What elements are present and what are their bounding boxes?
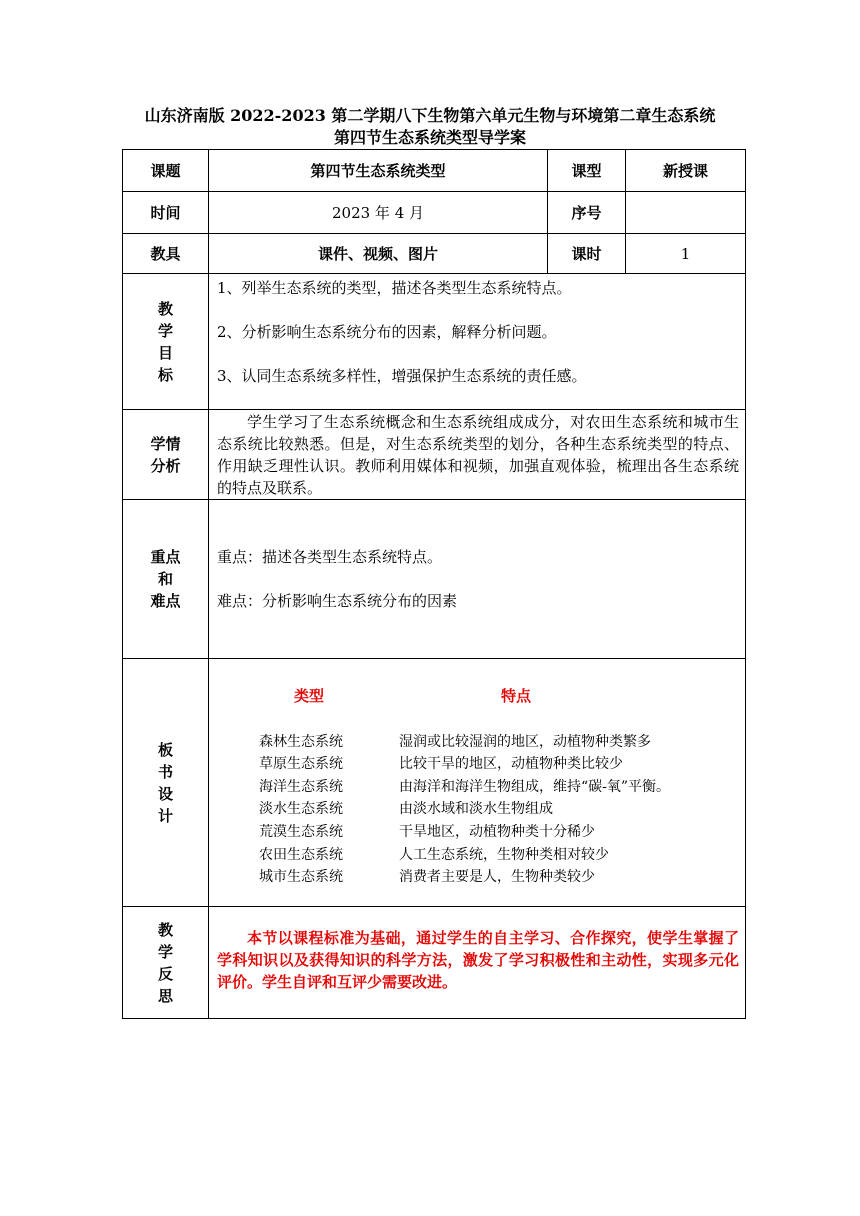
goal-item: 1、列举生态系统的类型，描述各类型生态系统特点。	[217, 279, 572, 297]
goal-item: 2、分析影响生态系统分布的因素，解释分析问题。	[217, 323, 557, 341]
document-title: 山东济南版 2022-2023 第二学期八下生物第六单元生物与环境第二章生态系统	[144, 106, 716, 125]
lesson-plan-table	[122, 149, 746, 1019]
time-label: 时间	[123, 192, 209, 234]
row-goals	[123, 274, 746, 410]
analysis-text: 学生学习了生态系统概念和生态系统组成成分，对农田生态系统和城市生态系统比较熟悉。但是，对生态系统类型的划分，各种生态系统类型的特点、作用缺乏理性认识。教师利用媒体和视频，加强直观体验，梳理出各生态系统的特点及联系。	[217, 412, 739, 497]
difficult-point: 难点：分析影响生态系统分布的因素	[217, 592, 458, 610]
topic-label: 课题	[123, 150, 209, 192]
row-reflection	[123, 907, 746, 1019]
analysis-content	[209, 410, 746, 500]
hours-label: 课时	[548, 234, 626, 274]
reflection-label: 教 学 反 思	[123, 907, 209, 1019]
board-content	[209, 659, 746, 907]
reflection-text: 本节以课程标准为基础，通过学生的自主学习、合作探究，使学生掌握了学科知识以及获得知识的科学方法，激发了学习积极性和主动性，实现多元化评价。学生自评和互评少需要改进。	[217, 929, 739, 991]
hours-value: 1	[626, 234, 746, 274]
key-point: 重点：描述各类型生态系统特点。	[217, 548, 443, 566]
time-value: 2023 年 4 月	[209, 192, 548, 234]
focus-label: 重点 和 难点	[123, 500, 209, 659]
sequence-value	[626, 192, 746, 234]
row-board	[123, 659, 746, 907]
tools-label: 教具	[123, 234, 209, 274]
analysis-label: 学情 分析	[123, 410, 209, 500]
document-subtitle: 第四节生态系统类型导学案	[333, 128, 526, 147]
goal-item: 3、认同生态系统多样性，增强保护生态系统的责任感。	[217, 367, 587, 385]
row-tools	[123, 234, 746, 274]
reflection-content	[209, 907, 746, 1019]
sequence-label: 序号	[548, 192, 626, 234]
goals-content	[209, 274, 746, 410]
topic-value: 第四节生态系统类型	[209, 150, 548, 192]
focus-content	[209, 500, 746, 659]
board-row: 海洋生态系统 由海洋和海洋生物组成，维持“碳-氧”平衡。	[259, 779, 671, 795]
row-topic	[123, 150, 746, 192]
board-row: 森林生态系统 湿润或比较湿润的地区，动植物种类繁多	[259, 734, 651, 750]
row-focus	[123, 500, 746, 659]
lesson-type-label: 课型	[548, 150, 626, 192]
board-header-type: 类型	[294, 687, 325, 705]
board-row: 农田生态系统 人工生态系统，生物种类相对较少	[259, 847, 609, 863]
goals-label: 教 学 目 标	[123, 274, 209, 410]
board-label: 板 书 设 计	[123, 659, 209, 907]
row-time	[123, 192, 746, 234]
board-header-feature: 特点	[501, 687, 532, 705]
row-analysis	[123, 410, 746, 500]
board-row: 淡水生态系统 由淡水域和淡水生物组成	[259, 801, 553, 817]
tools-value: 课件、视频、图片	[209, 234, 548, 274]
board-row: 草原生态系统 比较干旱的地区，动植物种类比较少	[259, 756, 623, 772]
board-row: 荒漠生态系统 干旱地区，动植物种类十分稀少	[259, 824, 595, 840]
board-row: 城市生态系统 消费者主要是人，生物种类较少	[259, 869, 595, 885]
lesson-type-value: 新授课	[626, 150, 746, 192]
